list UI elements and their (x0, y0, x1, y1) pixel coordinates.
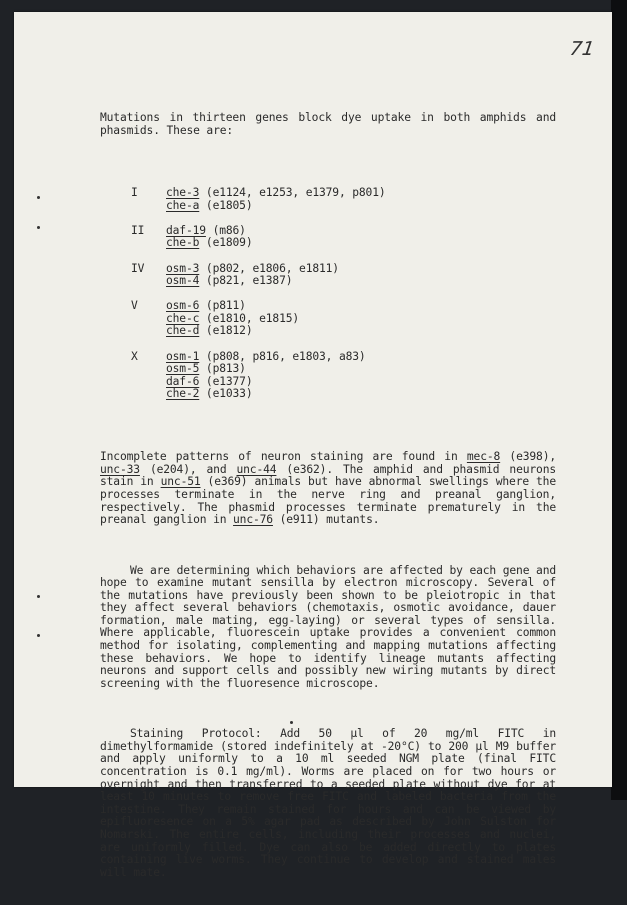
gene-name: che-d (166, 324, 200, 338)
document-body (100, 87, 556, 905)
page-number: 71 (568, 38, 596, 60)
gene-name: osm-5 (166, 362, 200, 376)
protocol-paragraph: Staining Protocol: Add 50 µl of 20 mg/ml FITC in dimethylformamide (stored indefinitely at -20°C) to 200 µl M9 buffer and apply uniformly to a 10 ml seeded NGM plate (final FITC concentration is 0.1 mg/ml). Worms are placed on for two hours or overnight and then transferred to a seeded plate without dye for at least 10 minutes to remove free FITC and labeled bacteria from the intestine. They remain stained for hours and can be viewed by epifluoresence on a 5% agar pad as described by John Sulston for Nomarski. The entire cells, including their processes and nuclei, are uniformly filled. Dye can also be added directly to plates containing live worms. They continue to develop and stained males will mate. (100, 727, 556, 879)
allele-list: (e1809) (205, 236, 253, 250)
scan-edge (611, 0, 627, 800)
chromosome-numeral: II (131, 223, 145, 237)
allele-list: (e1810, e1815) (205, 311, 300, 325)
chromosome-numeral (131, 200, 166, 213)
chromosome-numeral (131, 237, 166, 250)
margin-mark (37, 226, 40, 229)
gene-name: che-c (166, 311, 200, 325)
gene-name: osm-1 (166, 349, 200, 363)
gene-entry (131, 388, 556, 401)
gene-entry (131, 325, 556, 338)
gene-name: unc-33 (100, 462, 140, 476)
margin-mark (37, 634, 40, 637)
allele-list: (p811) (205, 299, 246, 313)
allele-list: (e1812) (205, 324, 253, 338)
allele-list: (e1805) (205, 198, 253, 212)
gene-entry (131, 237, 556, 250)
margin-mark (37, 196, 40, 199)
allele-list: (e1033) (205, 387, 253, 401)
staining-paragraph: Incomplete patterns of neuron staining are found in mec-8 (e398), unc-33 (e204), and unc-44 (e362). The amphid and phasmid neurons stain in unc-51 (e369) animals but have abnormal swellings where the processes terminate in the nerve ring and preanal ganglion, respectively. The phasmid processes terminate prematurely in the preanal ganglion in unc-76 (e911) mutants. (100, 450, 556, 527)
gene-group (131, 225, 556, 250)
chromosome-numeral (131, 388, 166, 401)
gene-name: daf-6 (166, 374, 200, 388)
chromosome-numeral: X (131, 349, 138, 363)
gene-name: unc-76 (233, 513, 273, 527)
chromosome-numeral: IV (131, 261, 145, 275)
chromosome-numeral (131, 313, 166, 326)
gene-name: osm-4 (166, 274, 200, 288)
gene-entry (131, 300, 556, 313)
margin-mark (37, 595, 40, 598)
intro-paragraph: Mutations in thirteen genes block dye uptake in both amphids and phasmids. These are: (100, 111, 556, 137)
gene-name: che-3 (166, 186, 200, 200)
allele-list: (p813) (205, 362, 246, 376)
chromosome-numeral: I (131, 186, 138, 200)
gene-name: daf-19 (166, 223, 206, 237)
gene-group (131, 187, 556, 212)
gene-name: che-a (166, 198, 200, 212)
gene-name: che-b (166, 236, 200, 250)
allele-list: (p808, p816, e1803, a83) (205, 349, 366, 363)
gene-group (131, 263, 556, 288)
gene-entry (131, 187, 556, 200)
chromosome-numeral (131, 376, 166, 389)
allele-list: (p802, e1806, e1811) (205, 261, 339, 275)
allele-list: (m86) (212, 223, 246, 237)
gene-entry (131, 363, 556, 376)
gene-group (131, 300, 556, 338)
allele-list: (e1377) (205, 374, 253, 388)
chromosome-numeral (131, 325, 166, 338)
gene-name: unc-51 (160, 475, 201, 489)
allele-list: (e1124, e1253, e1379, p801) (205, 186, 386, 200)
gene-list (131, 187, 556, 401)
gene-name: osm-6 (166, 299, 200, 313)
allele-list: (p821, e1387) (205, 274, 293, 288)
gene-name: osm-3 (166, 261, 200, 275)
gene-entry (131, 275, 556, 288)
gene-entry (131, 200, 556, 213)
gene-name: mec-8 (466, 450, 501, 464)
document-page (14, 12, 612, 879)
behavior-paragraph: We are determining which behaviors are affected by each gene and hope to examine mutant sensilla by electron microscopy. Several of the mutations have previously been shown to be pleiotropic in that they affect several behaviors (chemotaxis, osmotic avoidance, dauer formation, male mating, egg-laying) or several types of sensilla. Where applicable, fluorescein uptake provides a convenient common method for isolating, complementing and mapping mutations affecting these behaviors. We hope to identify lineage mutants affecting neurons and support cells and possibly new wiring mutants by direct screening with the fluoresence microscope. (100, 563, 556, 690)
gene-name: unc-44 (236, 462, 277, 476)
chromosome-numeral (131, 363, 166, 376)
chromosome-numeral: V (131, 299, 138, 313)
chromosome-numeral (131, 275, 166, 288)
gene-group (131, 351, 556, 401)
gene-name: che-2 (166, 387, 200, 401)
